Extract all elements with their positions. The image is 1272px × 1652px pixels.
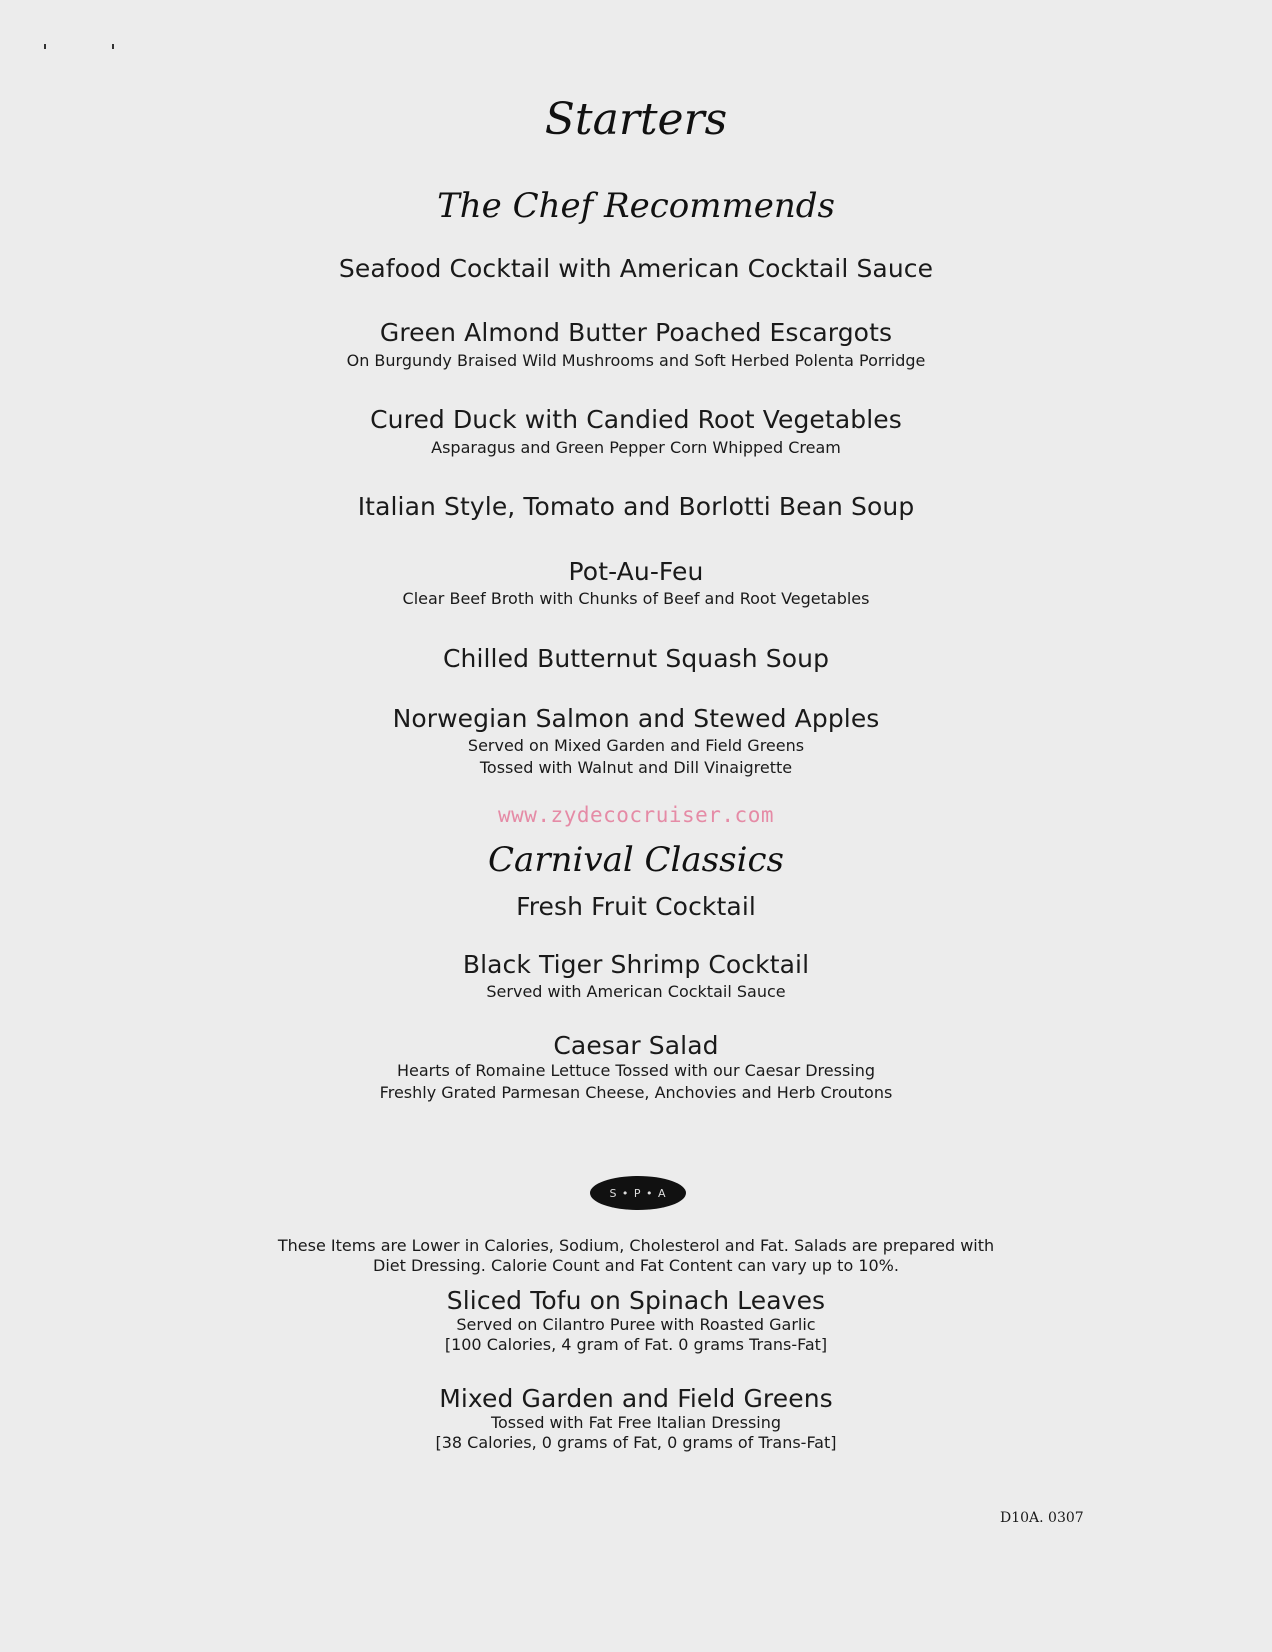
menu-item-name: Seafood Cocktail with American Cocktail Sauce [338, 254, 934, 283]
menu-item-name: Black Tiger Shrimp Cocktail [462, 950, 810, 979]
scan-mark [44, 44, 46, 49]
menu-item-desc: On Burgundy Braised Wild Mushrooms and Soft Herbed Polenta Porridge [346, 351, 926, 370]
menu-item-name: Fresh Fruit Cocktail [516, 892, 756, 921]
menu-item-name: Pot-Au-Feu [568, 557, 704, 586]
menu-item-name: Norwegian Salmon and Stewed Apples [392, 704, 880, 733]
menu-item-desc: Freshly Grated Parmesan Cheese, Anchovies and Herb Croutons [379, 1083, 893, 1102]
menu-item-desc: Clear Beef Broth with Chunks of Beef and Root Vegetables [402, 589, 870, 608]
menu-item-desc: Served with American Cocktail Sauce [486, 982, 786, 1001]
menu-item-desc: Hearts of Romaine Lettuce Tossed with our Caesar Dressing [396, 1061, 876, 1080]
spa-note-line: These Items are Lower in Calories, Sodium, Cholesterol and Fat. Salads are prepared with [277, 1236, 995, 1255]
section-heading-chef: The Chef Recommends [437, 186, 835, 226]
spa-note-line: Diet Dressing. Calorie Count and Fat Content can vary up to 10%. [373, 1256, 899, 1275]
menu-item-desc: Tossed with Walnut and Dill Vinaigrette [479, 758, 793, 777]
menu-item-desc: Tossed with Fat Free Italian Dressing [490, 1413, 782, 1432]
menu-code: D10A. 0307 [1000, 1510, 1084, 1526]
menu-item-desc: [38 Calories, 0 grams of Fat, 0 grams of Trans-Fat] [435, 1433, 837, 1452]
spa-logo: S • P • A [590, 1176, 686, 1210]
menu-item-name: Italian Style, Tomato and Borlotti Bean Soup [357, 492, 915, 521]
menu-item-desc: Served on Mixed Garden and Field Greens [467, 736, 805, 755]
menu-item-name: Chilled Butternut Squash Soup [442, 644, 830, 673]
menu-item-desc: [100 Calories, 4 gram of Fat. 0 grams Trans-Fat] [444, 1335, 828, 1354]
menu-item-name: Mixed Garden and Field Greens [439, 1384, 833, 1413]
page-title: Starters [544, 94, 728, 145]
menu-item-desc: Asparagus and Green Pepper Corn Whipped Cream [431, 438, 841, 457]
menu-item-name: Cured Duck with Candied Root Vegetables [370, 405, 902, 434]
scan-mark [112, 44, 114, 49]
section-heading-classics: Carnival Classics [488, 840, 784, 880]
menu-item-name: Green Almond Butter Poached Escargots [379, 318, 893, 347]
menu-item-name: Sliced Tofu on Spinach Leaves [446, 1286, 826, 1315]
watermark: www.zydecocruiser.com [497, 803, 774, 827]
menu-item-name: Caesar Salad [553, 1031, 719, 1060]
menu-item-desc: Served on Cilantro Puree with Roasted Garlic [456, 1315, 816, 1334]
